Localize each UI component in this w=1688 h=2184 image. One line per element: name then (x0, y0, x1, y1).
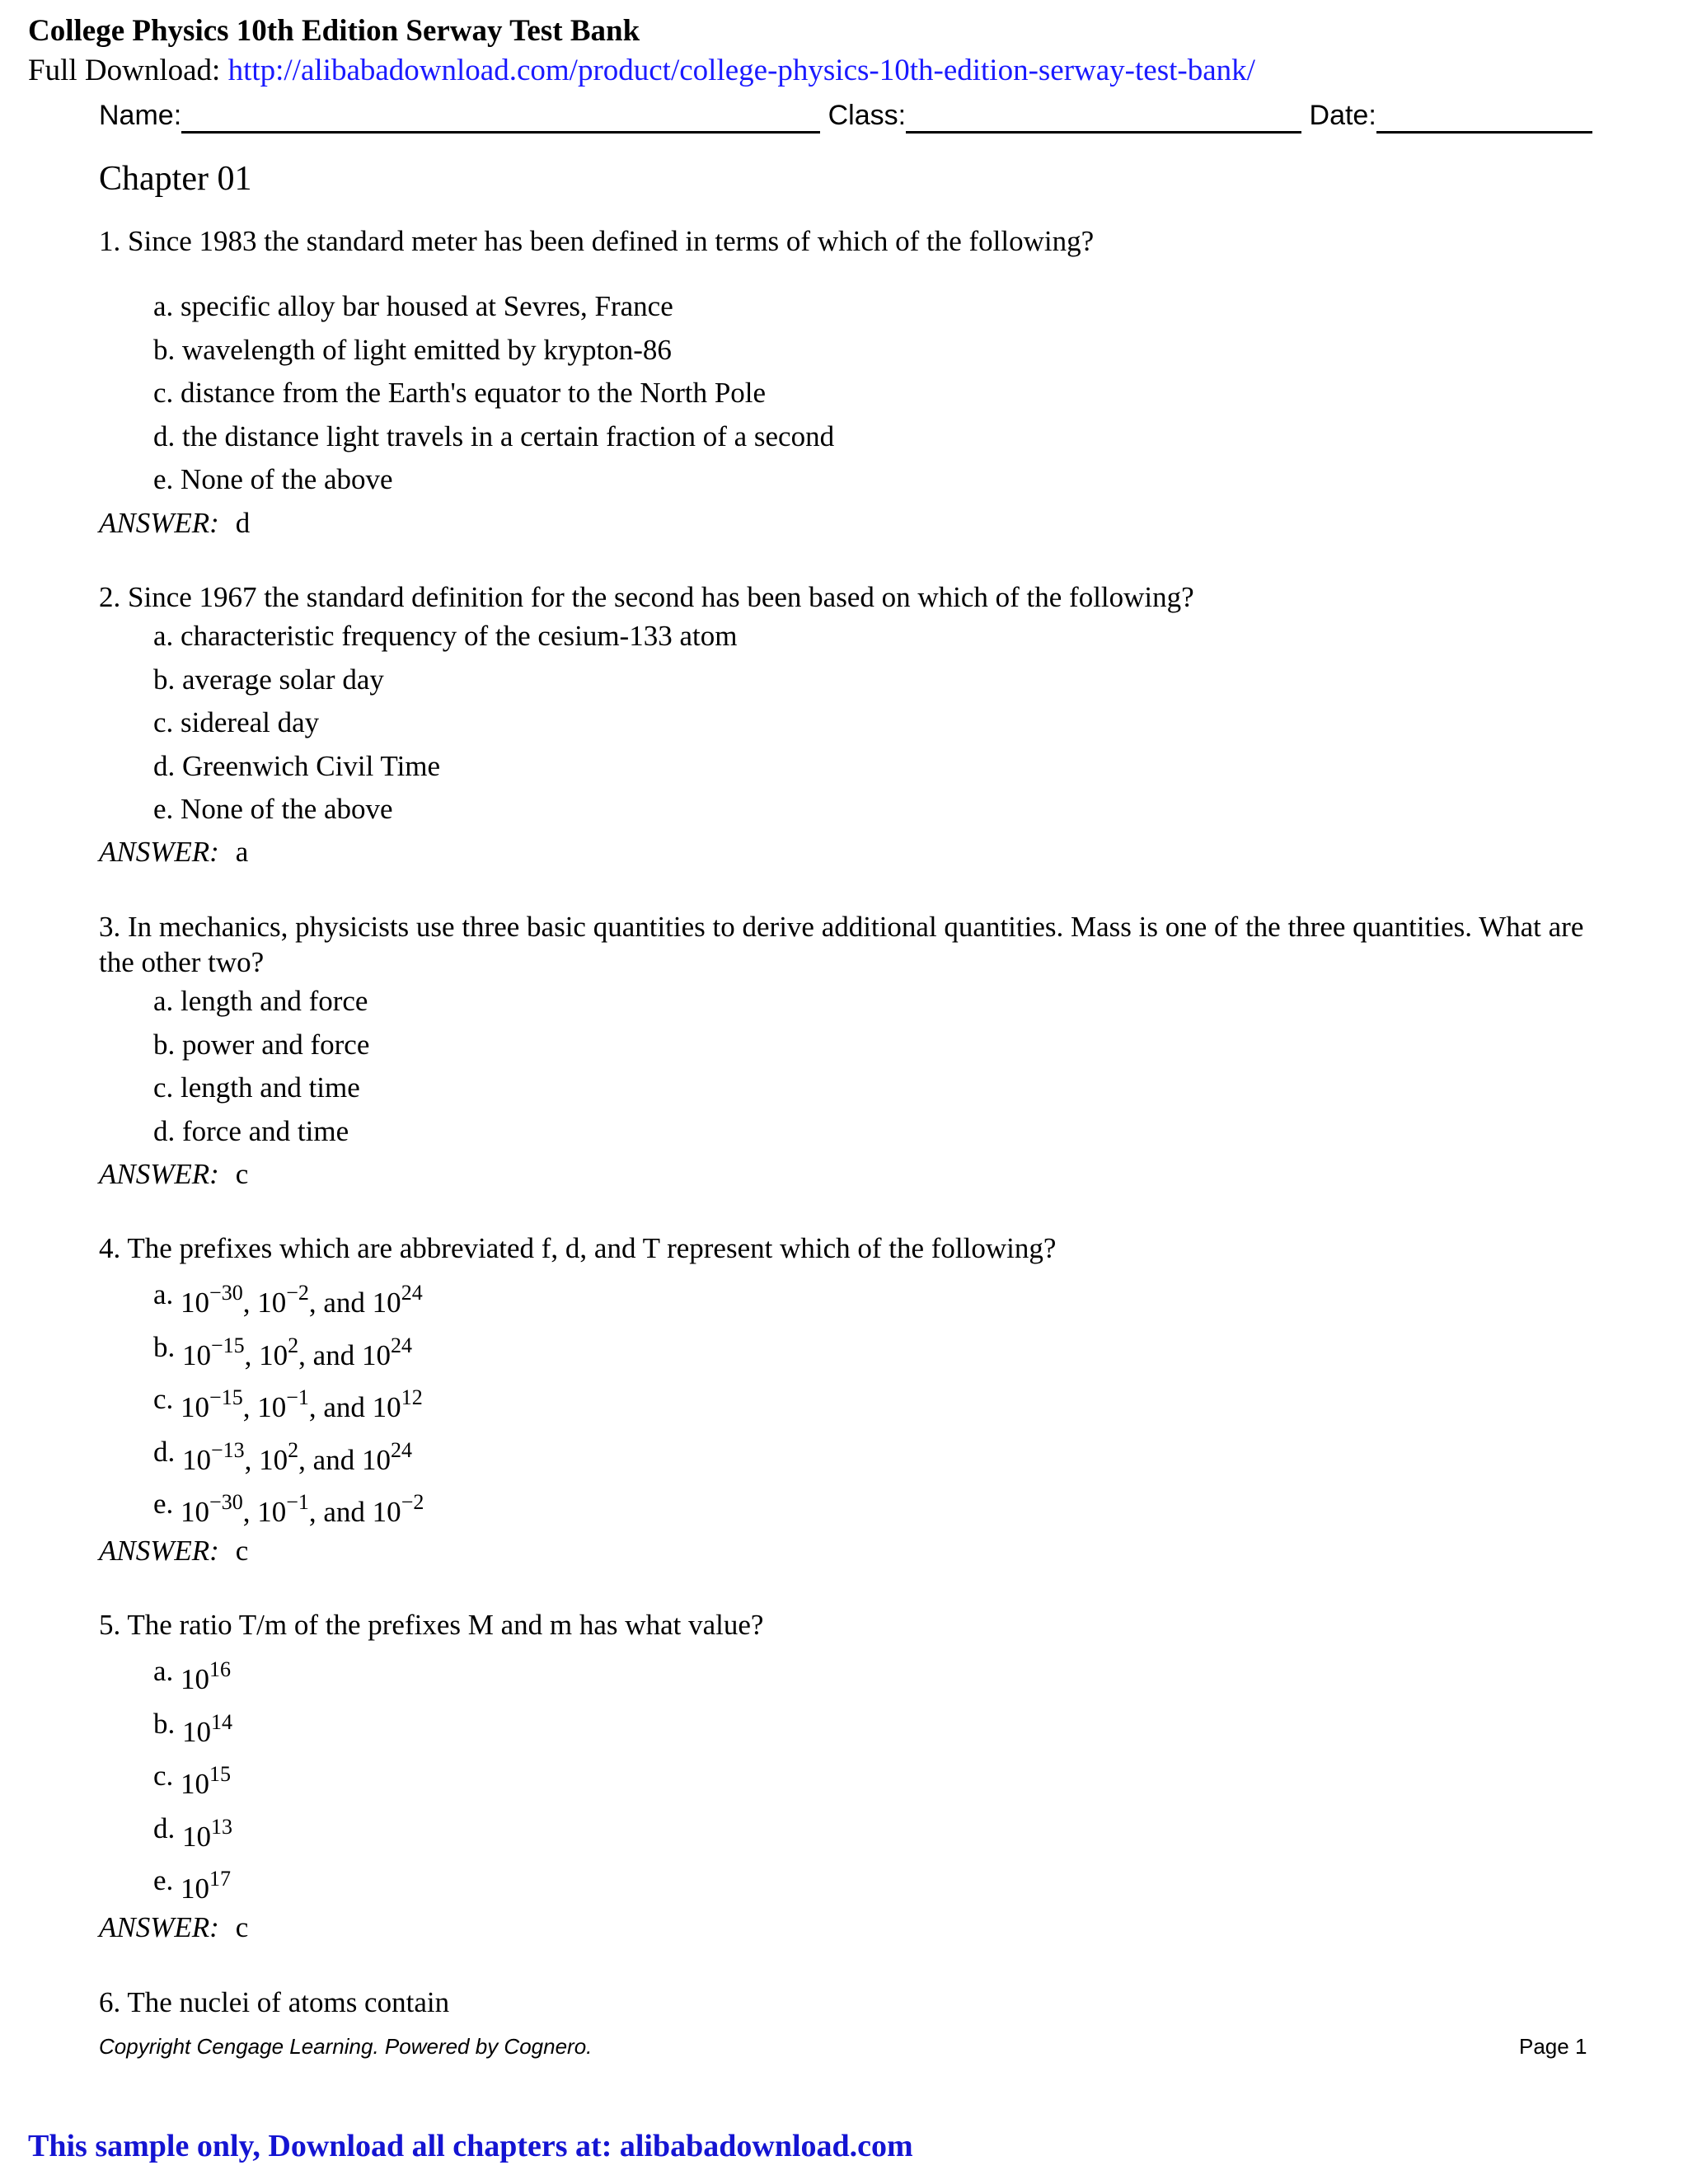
option-text: wavelength of light emitted by krypton-86 (182, 333, 672, 366)
option-label: d. (153, 1114, 176, 1147)
question-stem: 1. Since 1983 the standard meter has been defined in terms of which of the following? (99, 225, 1095, 257)
option-label: c. (153, 377, 174, 409)
download-banner[interactable]: This sample only, Download all chapters at: alibabadownload.com (28, 2129, 913, 2163)
answer-options (153, 1266, 424, 1528)
option-mantissa: 10 (182, 1715, 211, 1748)
option-text: length and time (181, 1071, 360, 1104)
option-mantissa: 10 (181, 1286, 210, 1319)
option-item (153, 615, 737, 658)
option-item (153, 1371, 424, 1423)
option-exponent: −13 (211, 1437, 245, 1462)
option-exponent: −2 (401, 1490, 424, 1514)
class-blank[interactable] (906, 100, 1301, 134)
option-label: e. (153, 1488, 174, 1520)
option-label: e. (153, 793, 174, 825)
option-item (153, 372, 834, 415)
option-text: None of the above (181, 463, 393, 495)
option-text: average solar day (182, 663, 384, 696)
answer-line (99, 834, 248, 870)
option-item (153, 1643, 232, 1695)
option-item (153, 788, 737, 832)
option-mantissa: , and 10 (298, 1443, 391, 1476)
option-text: length and force (181, 985, 368, 1017)
answer-value: c (235, 1535, 249, 1567)
option-text: specific alloy bar housed at Sevres, France (181, 290, 673, 322)
option-mantissa: , 10 (244, 1443, 288, 1476)
answer-key-label: ANSWER: (99, 836, 219, 868)
option-label: a. (153, 290, 174, 322)
option-exponent: 15 (209, 1762, 232, 1786)
full-download-line (28, 51, 1255, 91)
option-mantissa: , 10 (242, 1286, 287, 1319)
answer-value: d (235, 507, 251, 539)
class-label: Class: (828, 100, 907, 131)
answer-options (153, 615, 737, 832)
answer-options (153, 1643, 232, 1905)
option-text: Greenwich Civil Time (182, 749, 441, 782)
option-mantissa: , and 10 (298, 1338, 391, 1371)
option-exponent: −2 (286, 1281, 309, 1305)
option-label: d. (153, 419, 176, 452)
option-label: d. (153, 749, 176, 782)
option-exponent: 14 (211, 1709, 232, 1734)
option-exponent: 16 (209, 1657, 232, 1681)
answer-line (99, 1533, 248, 1569)
question-stem: 6. The nuclei of atoms contain (99, 1986, 450, 2018)
option-item (153, 1319, 424, 1371)
option-mantissa: 10 (181, 1663, 210, 1695)
option-label: b. (153, 663, 176, 696)
option-exponent: −1 (286, 1385, 309, 1409)
option-exponent: −15 (211, 1333, 245, 1357)
option-exponent: −30 (209, 1281, 243, 1305)
option-item (153, 1266, 424, 1319)
option-item (153, 1800, 232, 1853)
answer-line (99, 1910, 248, 1946)
option-mantissa: , 10 (242, 1391, 287, 1423)
option-mantissa: 10 (181, 1391, 210, 1423)
option-item (153, 980, 369, 1024)
date-label: Date: (1309, 100, 1376, 131)
option-text: sidereal day (181, 706, 320, 738)
option-item (153, 415, 834, 459)
date-blank[interactable] (1376, 100, 1592, 134)
option-mantissa: , 10 (244, 1338, 288, 1371)
option-exponent: 2 (288, 1333, 299, 1357)
option-label: e. (153, 463, 174, 495)
option-label: c. (153, 706, 174, 738)
option-label: c. (153, 1383, 174, 1415)
option-text: None of the above (181, 793, 393, 825)
option-mantissa: 10 (181, 1496, 210, 1528)
option-label: d. (153, 1811, 176, 1844)
option-item (153, 1475, 424, 1528)
option-mantissa: 10 (182, 1338, 211, 1371)
option-exponent: 24 (390, 1333, 412, 1357)
name-blank[interactable] (181, 100, 820, 134)
option-exponent: 24 (390, 1437, 412, 1462)
question-stem: 3. In mechanics, physicists use three basic quantities to derive additional quantities. Mass is one of the three quantities. What are the other two? (99, 911, 1584, 978)
option-item (153, 1024, 369, 1067)
option-exponent: 13 (211, 1814, 232, 1839)
answer-value: c (235, 1158, 249, 1190)
chapter-title: Chapter 01 (99, 160, 252, 198)
option-mantissa: , and 10 (308, 1286, 401, 1319)
option-exponent: −15 (209, 1385, 243, 1409)
option-mantissa: , and 10 (308, 1391, 401, 1423)
answer-options (153, 980, 369, 1153)
document-title: College Physics 10th Edition Serway Test Bank (28, 14, 640, 48)
option-text: characteristic frequency of the cesium-133 atom (181, 620, 738, 652)
option-exponent: 17 (209, 1867, 232, 1891)
option-text: force and time (182, 1114, 349, 1147)
answer-key-label: ANSWER: (99, 1535, 219, 1567)
option-mantissa: , 10 (242, 1496, 287, 1528)
option-label: b. (153, 1028, 176, 1061)
answer-key-label: ANSWER: (99, 1911, 219, 1943)
question-stem: 5. The ratio T/m of the prefixes M and m has what value? (99, 1609, 764, 1641)
footer-copyright: Copyright Cengage Learning. Powered by Cognero. (99, 2034, 593, 2059)
answer-key-label: ANSWER: (99, 507, 219, 539)
option-label: a. (153, 1278, 174, 1310)
download-link[interactable]: http://alibabadownload.com/product/college-physics-10th-edition-serway-test-bank/ (227, 54, 1255, 87)
option-label: a. (153, 985, 174, 1017)
option-mantissa: , and 10 (308, 1496, 401, 1528)
option-label: b. (153, 1330, 176, 1363)
option-item (153, 1852, 232, 1905)
answer-key-label: ANSWER: (99, 1158, 219, 1190)
student-info-row (99, 97, 1592, 134)
answer-options (153, 285, 834, 502)
question-stem: 2. Since 1967 the standard definition for the second has been based on which of the following? (99, 581, 1194, 613)
name-label: Name: (99, 100, 182, 131)
option-item (153, 329, 834, 373)
option-label: c. (153, 1760, 174, 1792)
question-stem: 4. The prefixes which are abbreviated f, d, and T represent which of the following? (99, 1232, 1057, 1264)
answer-line (99, 1156, 248, 1193)
full-download-label: Full Download: (28, 54, 228, 87)
option-item (153, 1423, 424, 1476)
option-item (153, 658, 737, 702)
option-label: c. (153, 1071, 174, 1104)
option-mantissa: 10 (182, 1443, 211, 1476)
option-exponent: 12 (401, 1385, 423, 1409)
option-item (153, 1066, 369, 1110)
option-item (153, 701, 737, 745)
option-label: e. (153, 1864, 174, 1896)
option-mantissa: 10 (182, 1820, 211, 1853)
option-text: distance from the Earth's equator to the North Pole (181, 377, 767, 409)
option-exponent: −30 (209, 1490, 243, 1514)
page-number: Page 1 (1519, 2034, 1587, 2059)
option-label: d. (153, 1435, 176, 1468)
option-label: b. (153, 333, 176, 366)
answer-line (99, 505, 250, 541)
option-item (153, 1747, 232, 1800)
answer-value: a (235, 836, 249, 868)
option-item (153, 458, 834, 502)
option-text: power and force (182, 1028, 370, 1061)
option-label: a. (153, 620, 174, 652)
option-item (153, 745, 737, 789)
option-mantissa: 10 (181, 1768, 210, 1800)
option-item (153, 1695, 232, 1748)
option-label: b. (153, 1707, 176, 1740)
option-mantissa: 10 (181, 1872, 210, 1905)
option-exponent: −1 (286, 1490, 309, 1514)
option-item (153, 285, 834, 329)
option-exponent: 24 (401, 1281, 423, 1305)
option-item (153, 1110, 369, 1154)
option-exponent: 2 (288, 1437, 299, 1462)
answer-value: c (235, 1911, 249, 1943)
option-text: the distance light travels in a certain fraction of a second (182, 419, 835, 452)
option-label: a. (153, 1655, 174, 1687)
